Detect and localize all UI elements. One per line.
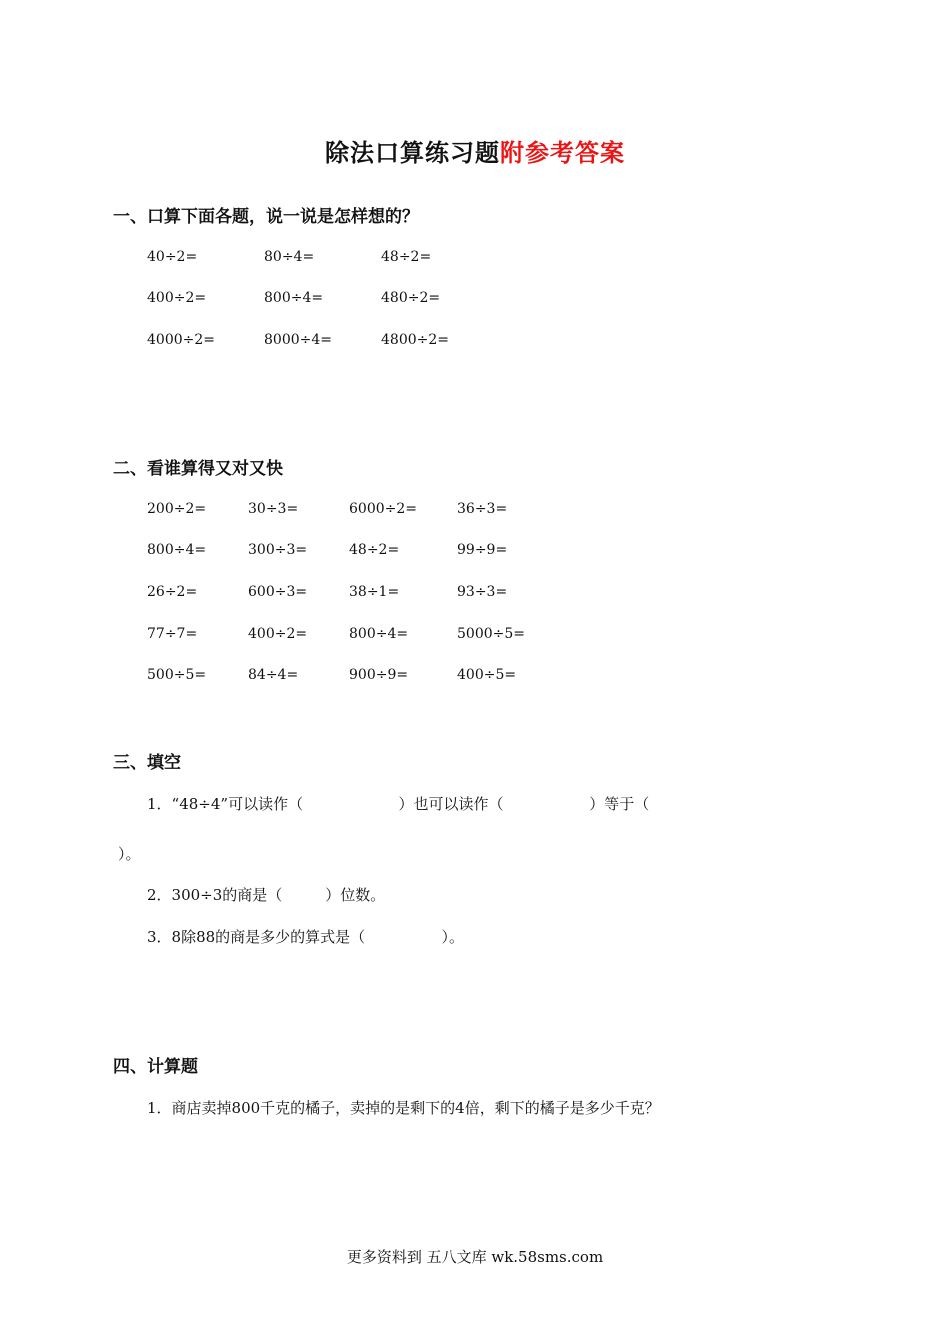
section2-problem: 36÷3= (457, 500, 508, 517)
section2-problem: 900÷9= (349, 667, 409, 684)
section2-problem: 800÷4= (349, 625, 409, 642)
section1-title: 一、口算下面各题，说一说是怎样想的？ (113, 207, 419, 227)
section1-problem: 4800÷2= (381, 331, 449, 348)
section3-title: 三、填空 (113, 753, 181, 773)
section2-problem: 26÷2= (147, 583, 198, 600)
section1-problem: 8000÷4= (264, 331, 332, 348)
section2-problem: 99÷9= (457, 542, 508, 559)
section2-problem: 93÷3= (457, 583, 508, 600)
title-main: 除法口算练习题 (325, 139, 500, 167)
section2-problem: 300÷3= (248, 542, 308, 559)
section2-problem: 30÷3= (248, 500, 299, 517)
section1-row (147, 278, 498, 320)
fill-question-2: 2．300÷3的商是（ ）位数。 (147, 886, 386, 904)
section1-row (147, 319, 498, 361)
section2-problem: 800÷4= (147, 542, 207, 559)
section2-problems (147, 488, 558, 696)
section2-problem: 77÷7= (147, 625, 198, 642)
section1-problem: 40÷2= (147, 248, 198, 265)
section2-problem: 38÷1= (349, 583, 400, 600)
section2-problem: 200÷2= (147, 500, 207, 517)
calc-question-1: 1．商店卖掉800千克的橘子，卖掉的是剩下的4倍，剩下的橘子是多少千克？ (147, 1099, 660, 1117)
section2-title: 二、看谁算得又对又快 (113, 459, 283, 479)
section2-problem: 6000÷2= (349, 500, 417, 517)
section2-problem: 500÷5= (147, 667, 207, 684)
section1-problem: 480÷2= (381, 290, 441, 307)
fill-question-1-end: ）。 (118, 845, 141, 863)
section1-problem: 400÷2= (147, 290, 207, 307)
section2-row (147, 571, 558, 613)
section1-problem: 4000÷2= (147, 331, 215, 348)
fill-question-3: 3．8除88的商是多少的算式是（ ）。 (147, 928, 464, 946)
section1-problem: 48÷2= (381, 248, 432, 265)
section2-row (147, 530, 558, 572)
section2-problem: 400÷5= (457, 667, 517, 684)
section2-problem: 84÷4= (248, 667, 299, 684)
section2-problem: 5000÷5= (457, 625, 525, 642)
section2-problem: 48÷2= (349, 542, 400, 559)
section2-problem: 600÷3= (248, 583, 308, 600)
fill-question-1: 1．“48÷4”可以读作（ ）也可以读作（ ）等于（ (147, 795, 650, 813)
section2-row (147, 613, 558, 655)
section1-problem: 80÷4= (264, 248, 315, 265)
section1-problem: 800÷4= (264, 290, 324, 307)
section2-problem: 400÷2= (248, 625, 308, 642)
section4-title: 四、计算题 (113, 1057, 198, 1077)
section1-row (147, 236, 498, 278)
page-title (0, 133, 950, 168)
title-answer-note: 附参考答案 (500, 139, 625, 167)
section2-row (147, 654, 558, 696)
section1-problems (147, 236, 498, 361)
section2-row (147, 488, 558, 530)
footer-link[interactable]: 更多资料到 五八文库 wk.58sms.com (346, 1248, 604, 1266)
